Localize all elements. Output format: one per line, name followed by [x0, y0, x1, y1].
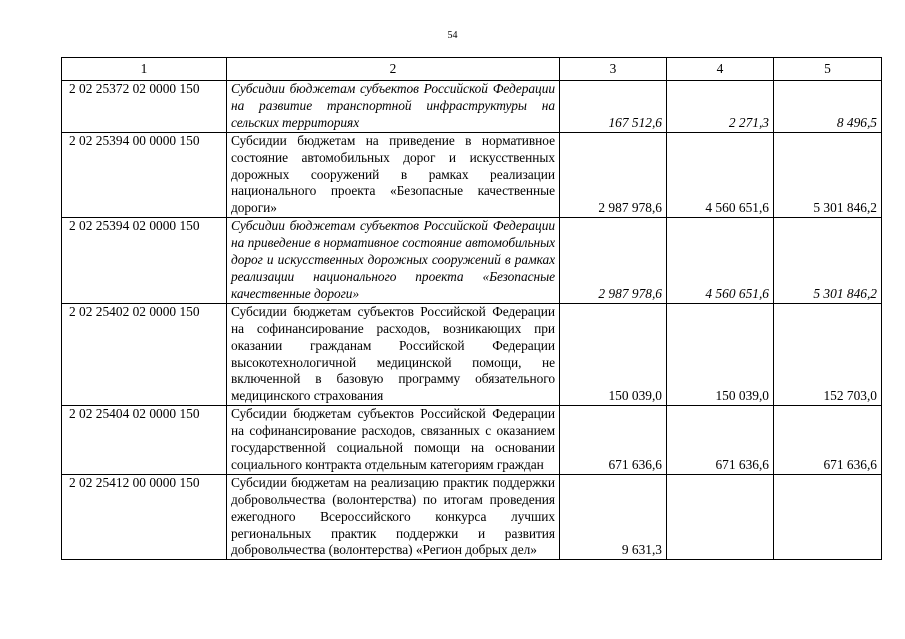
amount-col4: 2 271,3 — [667, 81, 774, 133]
amount-col3: 167 512,6 — [560, 81, 667, 133]
income-name: Субсидии бюджетам субъектов Российской Федерации на развитие транспортной инфраструктуры на сельских территориях — [227, 81, 560, 133]
table-row — [62, 218, 882, 304]
column-header: 2 — [227, 58, 560, 81]
budget-code: 2 02 25394 02 0000 150 — [62, 218, 227, 304]
income-name: Субсидии бюджетам на реализацию практик поддержки добровольчества (волонтерства) по итогам проведения ежегодного Всероссийского конкурса лучших региональных практик поддержки и развития добровольчества (волонтерства) «Регион добрых дел» — [227, 474, 560, 560]
budget-table — [61, 57, 882, 560]
amount-col5: 671 636,6 — [774, 406, 882, 475]
column-header: 4 — [667, 58, 774, 81]
amount-col4: 671 636,6 — [667, 406, 774, 475]
amount-col5 — [774, 474, 882, 560]
amount-col4: 4 560 651,6 — [667, 132, 774, 218]
income-name: Субсидии бюджетам субъектов Российской Федерации на софинансирование расходов, связанных с оказанием государственной социальной помощи на основании социального контракта отдельным категориям граждан — [227, 406, 560, 475]
table-row — [62, 81, 882, 133]
amount-col3: 2 987 978,6 — [560, 218, 667, 304]
column-header: 3 — [560, 58, 667, 81]
amount-col4 — [667, 474, 774, 560]
table-row — [62, 303, 882, 405]
table-header-row — [62, 58, 882, 81]
amount-col4: 4 560 651,6 — [667, 218, 774, 304]
amount-col5: 8 496,5 — [774, 81, 882, 133]
amount-col5: 5 301 846,2 — [774, 132, 882, 218]
budget-code: 2 02 25412 00 0000 150 — [62, 474, 227, 560]
budget-code: 2 02 25394 00 0000 150 — [62, 132, 227, 218]
column-header: 5 — [774, 58, 882, 81]
table-row — [62, 406, 882, 475]
budget-code: 2 02 25402 02 0000 150 — [62, 303, 227, 405]
budget-code: 2 02 25404 02 0000 150 — [62, 406, 227, 475]
income-name: Субсидии бюджетам субъектов Российской Федерации на приведение в нормативное состояние автомобильных дорог и искусственных дорожных сооружений в рамках реализации национального проекта «Безопасные качественные дороги» — [227, 218, 560, 304]
amount-col3: 9 631,3 — [560, 474, 667, 560]
amount-col3: 671 636,6 — [560, 406, 667, 475]
amount-col4: 150 039,0 — [667, 303, 774, 405]
amount-col5: 152 703,0 — [774, 303, 882, 405]
amount-col5: 5 301 846,2 — [774, 218, 882, 304]
budget-code: 2 02 25372 02 0000 150 — [62, 81, 227, 133]
table-row — [62, 474, 882, 560]
amount-col3: 2 987 978,6 — [560, 132, 667, 218]
page-number: 54 — [447, 30, 458, 41]
income-name: Субсидии бюджетам на приведение в нормативное состояние автомобильных дорог и искусственных дорожных сооружений в рамках реализации национального проекта «Безопасные качественные дороги» — [227, 132, 560, 218]
income-name: Субсидии бюджетам субъектов Российской Федерации на софинансирование расходов, возникающих при оказании гражданам Российской Федерации высокотехнологичной медицинской помощи, не включенной в базовую программу обязательного медицинского страхования — [227, 303, 560, 405]
column-header: 1 — [62, 58, 227, 81]
table-row — [62, 132, 882, 218]
amount-col3: 150 039,0 — [560, 303, 667, 405]
